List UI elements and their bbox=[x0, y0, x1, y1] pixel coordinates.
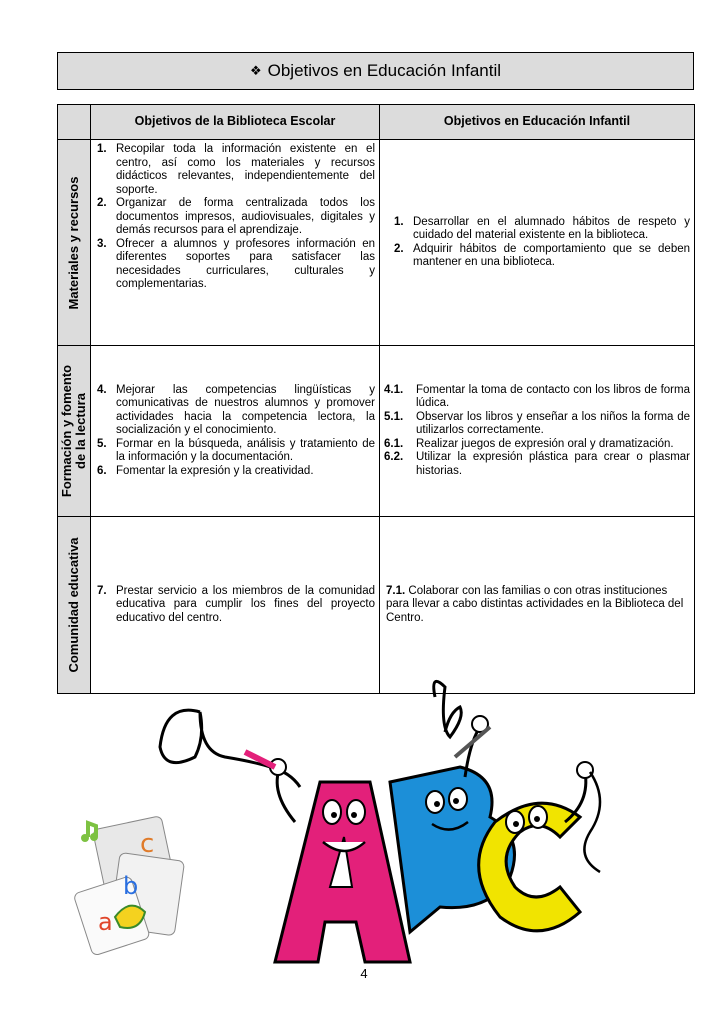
infantil-cell bbox=[380, 517, 695, 694]
list-item: 6.1. Realizar juegos de expresión oral y dramatización. bbox=[384, 437, 674, 450]
list-item: 1. Recopilar toda la información existente en el centro, así como los materiales y recursos didácticos relevantes, independientemente del soporte. bbox=[97, 143, 375, 196]
infantil-text: 7.1. Colaborar con las familias o con otras instituciones para llevar a cabo distintas actividades en la Biblioteca del Centro. bbox=[386, 584, 684, 624]
category-cell bbox=[58, 140, 91, 346]
abc-illustration bbox=[60, 672, 660, 972]
list-item: 1. Desarrollar en el alumnado hábitos de respeto y cuidado del material existente en la biblioteca. bbox=[394, 215, 690, 241]
category-cell bbox=[58, 346, 91, 517]
svg-text:a: a bbox=[98, 908, 113, 936]
list-item: 5. Formar en la búsqueda, análisis y tratamiento de la información y la documentación. bbox=[97, 437, 375, 464]
category-label: Comunidad educativa bbox=[66, 537, 81, 673]
list-item: 3. Ofrecer a alumnos y profesores información en diferentes soportes para satisfacer las necesidades curriculares, culturales y complementarias. bbox=[97, 237, 375, 290]
letter-c-character bbox=[479, 762, 600, 931]
objectives-table bbox=[57, 104, 695, 694]
list-item: 2. Organizar de forma centralizada todos los documentos impresos, audiovisuales, digitales y demás recursos para el aprendizaje. bbox=[97, 197, 375, 236]
list-item: 4.1. Fomentar la toma de contacto con los libros de forma lúdica. bbox=[384, 383, 690, 410]
list-item: 6. Fomentar la expresión y la creatividad. bbox=[97, 464, 314, 477]
biblio-cell bbox=[91, 346, 380, 517]
category-cell bbox=[58, 517, 91, 694]
biblio-cell bbox=[91, 140, 380, 346]
list-item: 2. Adquirir hábitos de comportamiento que se deben mantener en una biblioteca. bbox=[394, 242, 690, 268]
header-biblioteca: Objetivos de la Biblioteca Escolar bbox=[91, 105, 380, 140]
letter-cards-icon bbox=[73, 816, 184, 956]
list-item: 4. Mejorar las competencias lingüísticas y comunicativas de nuestros alumnos y promover actividades hacia la competencia lectora, la socialización y el conocimiento. bbox=[97, 383, 375, 437]
header-infantil: Objetivos en Educación Infantil bbox=[380, 105, 695, 140]
list-item: 6.2. Utilizar la expresión plástica para crear o plasmar historias. bbox=[384, 451, 690, 477]
header-corner bbox=[58, 105, 91, 140]
table-row bbox=[58, 517, 695, 694]
list-item: 5.1. Observar los libros y enseñar a los niños la forma de utilizarlos correctamente. bbox=[384, 410, 690, 437]
page-title-text: Objetivos en Educación Infantil bbox=[267, 61, 502, 80]
table-row bbox=[58, 346, 695, 517]
cursive-b-icon bbox=[434, 681, 462, 737]
page-number: 4 bbox=[360, 966, 368, 981]
biblio-cell bbox=[91, 517, 380, 694]
infantil-cell bbox=[380, 140, 695, 346]
svg-text:c: c bbox=[140, 829, 155, 859]
infantil-cell bbox=[380, 346, 695, 517]
list-item: 7. Prestar servicio a los miembros de la comunidad educativa para cumplir los fines del proyecto educativo del centro. bbox=[97, 584, 375, 624]
table-header-row bbox=[58, 105, 695, 140]
category-label: Formación y fomento de la lectura bbox=[59, 364, 88, 498]
letter-a-character bbox=[245, 752, 410, 962]
svg-text:b: b bbox=[123, 872, 139, 900]
table-row bbox=[58, 140, 695, 346]
category-label: Materiales y recursos bbox=[66, 176, 81, 309]
diamond-bullet-icon: ❖ bbox=[249, 63, 262, 78]
page-title bbox=[57, 52, 694, 90]
